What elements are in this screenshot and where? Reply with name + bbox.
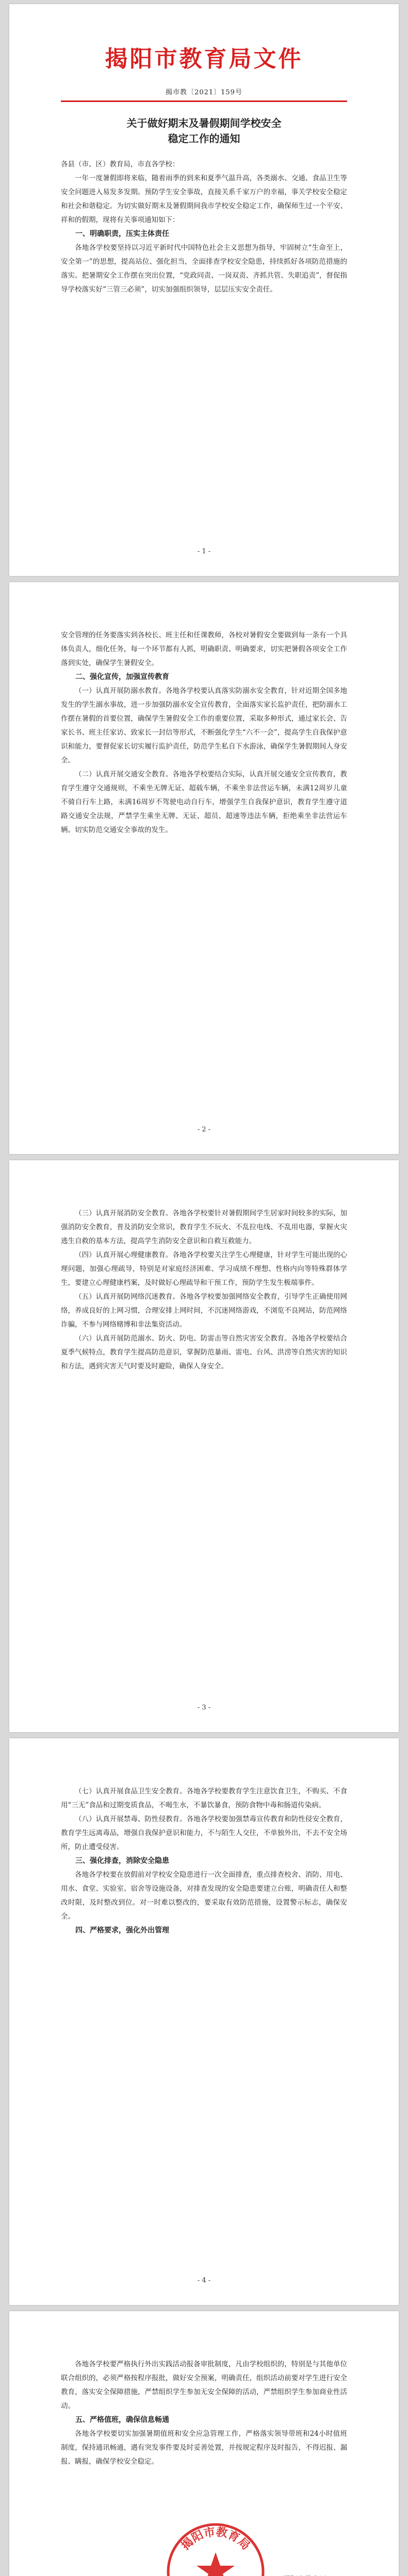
section-2-item-4: （四）认真开展心理健康教育。各地各学校要关注学生心理健康，针对学生可能出现的心理问题，加强心理疏导，特别是对家庭经济困难、学习成绩不理想、性格内向等特殊群体学生，要建立心理健康档案，及时做好心理疏导和干预工作，预防学生发生极端事件。	[61, 1251, 347, 1287]
official-seal-icon	[164, 2520, 267, 2576]
svg-text:揭阳市教育局: 揭阳市教育局	[179, 2526, 252, 2553]
notice-title-line1: 关于做好期末及暑假期间学校安全	[126, 117, 282, 129]
section-2-item-6: （六）认真开展防范溺水、防火、防电、防雷击等自然灾害安全教育。各地各学校要结合夏季气候特点，教育学生提高防范意识，掌握防范暴雨、雷电、台风、洪涝等自然灾害的知识和方法，遇到灾害天气时要及时避险，确保人身安全。	[61, 1334, 347, 1370]
section-1-paragraph: 各地各学校要坚持以习近平新时代中国特色社会主义思想为指导，牢固树立“生命至上，安全第一”的思想，提高站位、强化担当，全面排查学校安全隐患，持续抓好各项防范措施的落实。把暑期安全工作摆在突出位置，“党政同责、一岗双责、齐抓共管、失职追责”，督促指导学校落实好“三管三必须”，切实加强组织领导，层层压实安全责任。	[61, 244, 347, 294]
section-2-item-1: （一）认真开展防溺水教育。各地各学校要认真落实防溺水安全教育，针对近期全国多地发生的学生溺水事故，进一步加强防溺水安全宣传教育，全面落实家长监护责任，把防溺水工作摆在暑假的首要位置，确保学生暑假安全工作的重要位置，采取多种形式，通过家长会、告家长书、班主任家访、致家长一封信等形式，不断强化学生“六不一会”，提高学生自我保护意识和能力，要督促家长切实履行监护责任，防范学生私自下水游泳，确保学生暑假期间人身安全。	[61, 687, 347, 765]
document-page-1	[9, 4, 399, 576]
section-5-title: 五、严格值班，确保信息畅通	[75, 2416, 169, 2424]
section-2-item-8: （八）认真开展禁毒、防性侵教育。各地各学校要加强禁毒宣传教育和防性侵安全教育，教育学生远离毒品，增强自我保护意识和能力，不与陌生人交往，不单独外出，不去不安全场所，防止遭受侵害。	[61, 1815, 347, 1851]
signer-organization	[278, 2572, 332, 2576]
document-page-5	[9, 2311, 399, 2576]
document-header-title: 揭阳市教育局文件	[105, 46, 303, 72]
section-2-item-2: （二）认真开展交通安全教育。各地各学校要结合实际，认真开展交通安全宣传教育，教育学生遵守交通规则，不乘坐无牌无证、超载车辆，不乘坐非法营运车辆，未满12周岁儿童不骑自行车上路，未满16周岁不驾驶电动自行车，增强学生自我保护意识，教育学生遵守道路交通安全法规，严禁学生乘坐无牌、无证、超员、超速等违法车辆，拒绝乘坐非法营运车辆。切实防范交通安全事故的发生。	[61, 770, 347, 834]
page-number: - 4 -	[197, 2277, 211, 2284]
page-number: - 2 -	[197, 1126, 211, 1133]
page-number: - 1 -	[197, 548, 211, 555]
document-page-4	[9, 1738, 399, 2305]
document-number: 揭市教〔2021〕159号	[166, 89, 242, 96]
document-page-2	[9, 582, 399, 1154]
section-5-paragraph: 各地各学校要切实加强暑期值班和安全应急管理工作，严格落实领导带班和24小时值班制度，保持通讯畅通，遇有突发事件要及时妥善处置，并按规定程序及时报告，不得迟报、漏报、瞒报，确保学校安全稳定。	[61, 2430, 347, 2466]
section-4-title: 四、严格要求，强化外出管理	[75, 1926, 169, 1935]
signature-area	[61, 2500, 347, 2576]
intro-paragraph: 一年一度暑假即将来临，随着雨季的到来和夏季气温升高，各类溺水、交通、食品卫生等安全问题进入易发多发期。预防学生安全事故，直接关系千家万户的幸福，事关学校安全稳定和社会和谐稳定。为切实做好期末及暑假期间我市学校安全稳定工作，确保师生过一个平安、祥和的假期，现将有关事项通知如下：	[61, 174, 347, 224]
section-3-paragraph: 各地各学校要在放假前对学校安全隐患进行一次全面排查，重点排查校舍、消防、用电、用水、食堂、实验室、宿舍等设施设备，对排查发现的安全隐患要建立台账，明确责任人和整改时限，及时整改到位。对一时难以整改的，要采取有效防范措施，设置警示标志，确保安全。	[61, 1871, 347, 1921]
section-2-title: 二、强化宣传，加强宣传教育	[75, 673, 169, 681]
section-2-item-7: （七）认真开展食品卫生安全教育。各地各学校要教育学生注意饮食卫生，不购买、不食用“三无”食品和过期变质食品，不喝生水，不暴饮暴食，预防食物中毒和肠道传染病。	[61, 1787, 347, 1809]
red-divider-line	[61, 100, 347, 102]
page-number: - 3 -	[197, 1704, 211, 1711]
notice-title	[61, 115, 347, 146]
notice-title-line2: 稳定工作的通知	[168, 132, 240, 145]
section-2-item-3: （三）认真开展消防安全教育。各地各学校要针对暑假期间学生居家时间较多的实际，加强消防安全教育，普及消防安全常识，教育学生不玩火、不乱拉电线、不乱用电器，掌握火灾逃生自救的基本方法，提高学生消防安全意识和自救互救能力。	[61, 1209, 347, 1245]
section-1-title: 一、明确职责，压实主体责任	[75, 230, 169, 238]
signer-block	[278, 2572, 332, 2576]
section-3-title: 三、强化排查，消除安全隐患	[75, 1857, 169, 1865]
addressee: 各县（市、区）教育局，市直各学校：	[61, 160, 179, 168]
section-2-item-5: （五）认真开展防网络沉迷教育。各地各学校要加强网络安全教育，引导学生正确使用网络，养成良好的上网习惯，合理安排上网时间，不沉迷网络游戏，不浏览不良网站，防范网络诈骗，不参与网络赌博和非法集资活动。	[61, 1293, 347, 1329]
section-4-paragraph: 各地各学校要严格执行外出实践活动报备审批制度，凡由学校组织的，特别是与其他单位联合组织的，必须严格按程序报批，做好安全预案，明确责任，组织活动前要对学生进行安全教育，落实安全保障措施，严禁组织学生参加无安全保障的活动，严禁组织学生参加商业性活动。	[61, 2360, 347, 2410]
document-page-3	[9, 1160, 399, 1732]
section-1-continued-paragraph: 安全管理的任务要落实到各校长、班主任和任课教师，各校对暑假安全要做到每一条有一个具体负责人，细化任务，每一个环节都有人抓，明确职责、明确要求，切实把暑假各项安全工作落到实处，确保学生暑假安全。	[61, 631, 347, 667]
